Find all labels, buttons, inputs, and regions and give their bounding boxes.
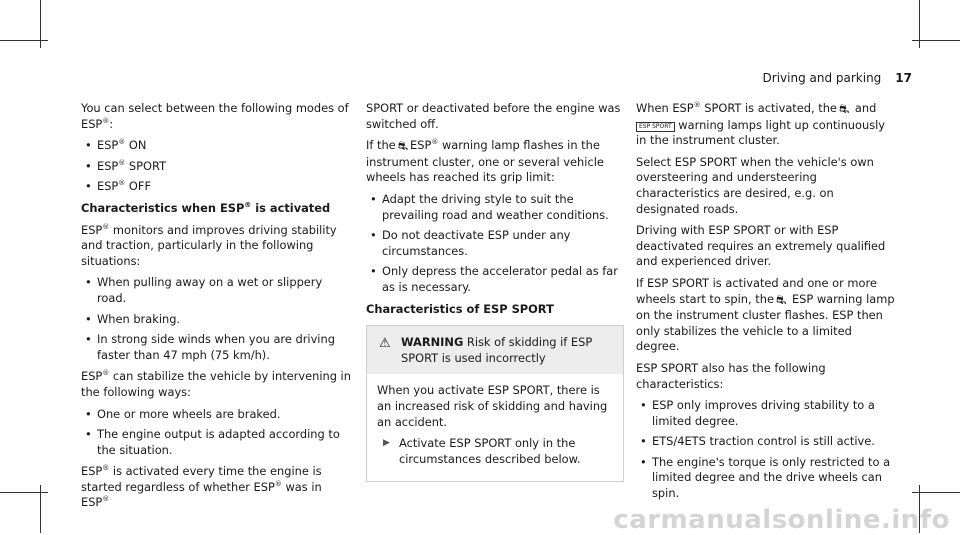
page-number: 17 [895, 71, 912, 85]
list-item: • ESP® OFF [81, 179, 353, 195]
paragraph: ESP SPORT also has the following characteristics: [636, 360, 826, 391]
column-3 [636, 101, 898, 508]
list-item: • Do not deactivate ESP under any circumstances. [366, 228, 624, 259]
watermark: carmanualsonline.info [613, 505, 950, 535]
list-item: • ESP® ON [81, 138, 353, 154]
paragraph: ESP® can stabilize the vehicle by intervening in the following ways: [81, 369, 351, 399]
section-title: Driving and parking [762, 71, 882, 85]
warning-box [366, 325, 624, 482]
paragraph: If ESP SPORT is activated and one or more wheels start to spin, the ⛐ ESP warning lamp on the instrument cluster flashes. ESP then only stabilizes the vehicle to a limited degree. [636, 275, 895, 354]
esp-sport-icon: ESP SPORT [636, 122, 675, 132]
warning-title: Risk of skidding if ESP SPORT is used incorrectly [401, 335, 593, 365]
paragraph: Driving with ESP SPORT or with ESP deactivated requires an extremely qualified and experienced driver. [636, 223, 886, 269]
list-item: • ESP® SPORT [81, 159, 353, 175]
paragraph: SPORT or deactivated before the engine was switched off. [366, 101, 621, 131]
intro-paragraph: You can select between the following modes of ESP®: [81, 101, 349, 131]
crop-mark-br-h [912, 492, 960, 493]
list-item: • In strong side winds when you are driving faster than 47 mph (75 km/h). [81, 332, 353, 363]
warning-text: When you activate ESP SPORT, there is an increased risk of skidding and having an accident. [377, 383, 608, 429]
paragraph: ESP® is activated every time the engine is started regardless of whether ESP® was in ESP® [81, 464, 322, 510]
paragraph: When ESP® SPORT is activated, the ⛐ and ESP SPORT warning lamps light up continuously in the instrument cluster. [636, 101, 886, 148]
warning-label: WARNING [401, 335, 464, 350]
list-item: • The engine output is adapted according to the situation. [81, 427, 353, 458]
page-header [763, 71, 912, 87]
list-item: • When pulling away on a wet or slippery road. [81, 275, 353, 306]
list-item: • ETS/4ETS traction control is still active. [636, 434, 898, 450]
ways-list [81, 407, 353, 459]
crop-mark-tl-h [0, 40, 48, 41]
paragraph: If the ⛐ ESP® warning lamp flashes in the instrument cluster, one or several vehicle wheels has reached its grip limit: [366, 138, 604, 185]
section-heading: Characteristics when ESP® is activated [81, 200, 331, 215]
esp-off-icon: ⛐ [838, 102, 850, 116]
skid-car-icon: ⛐ [397, 139, 409, 154]
list-item: • One or more wheels are braked. [81, 407, 353, 423]
paragraph: ESP® monitors and improves driving stability and traction, particularly in the following situations: [81, 222, 337, 268]
paragraph: Select ESP SPORT when the vehicle's own oversteering and understeering characteristics are desired, e.g. on designated roads. [636, 154, 874, 216]
section-heading: Characteristics of ESP SPORT [366, 301, 554, 316]
warning-triangle-icon: ⚠ [379, 336, 391, 352]
list-item: • When braking. [81, 312, 353, 328]
modes-list [81, 138, 353, 195]
list-item: • The engine's torque is only restricted to a limited degree and the drive wheels can spin. [636, 455, 898, 502]
skid-car-icon: ⛐ [775, 292, 787, 307]
list-item: • ESP only improves driving stability to a limited degree. [636, 398, 898, 429]
column-1 [81, 101, 353, 517]
warning-body [367, 374, 623, 481]
crop-mark-bl-h [0, 492, 48, 493]
list-item: • Only depress the accelerator pedal as far as is necessary. [366, 264, 624, 295]
characteristics-list [636, 398, 898, 502]
arrow-right-icon: ▶ [383, 438, 390, 449]
crop-mark-tr-h [912, 40, 960, 41]
warning-header [367, 326, 623, 374]
list-item: • Adapt the driving style to suit the prevailing road and weather conditions. [366, 192, 624, 223]
column-2 [366, 101, 624, 482]
tips-list [366, 192, 624, 296]
warning-action: ▶ Activate ESP SPORT only in the circumstances described below. [383, 436, 581, 466]
situations-list [81, 275, 353, 363]
